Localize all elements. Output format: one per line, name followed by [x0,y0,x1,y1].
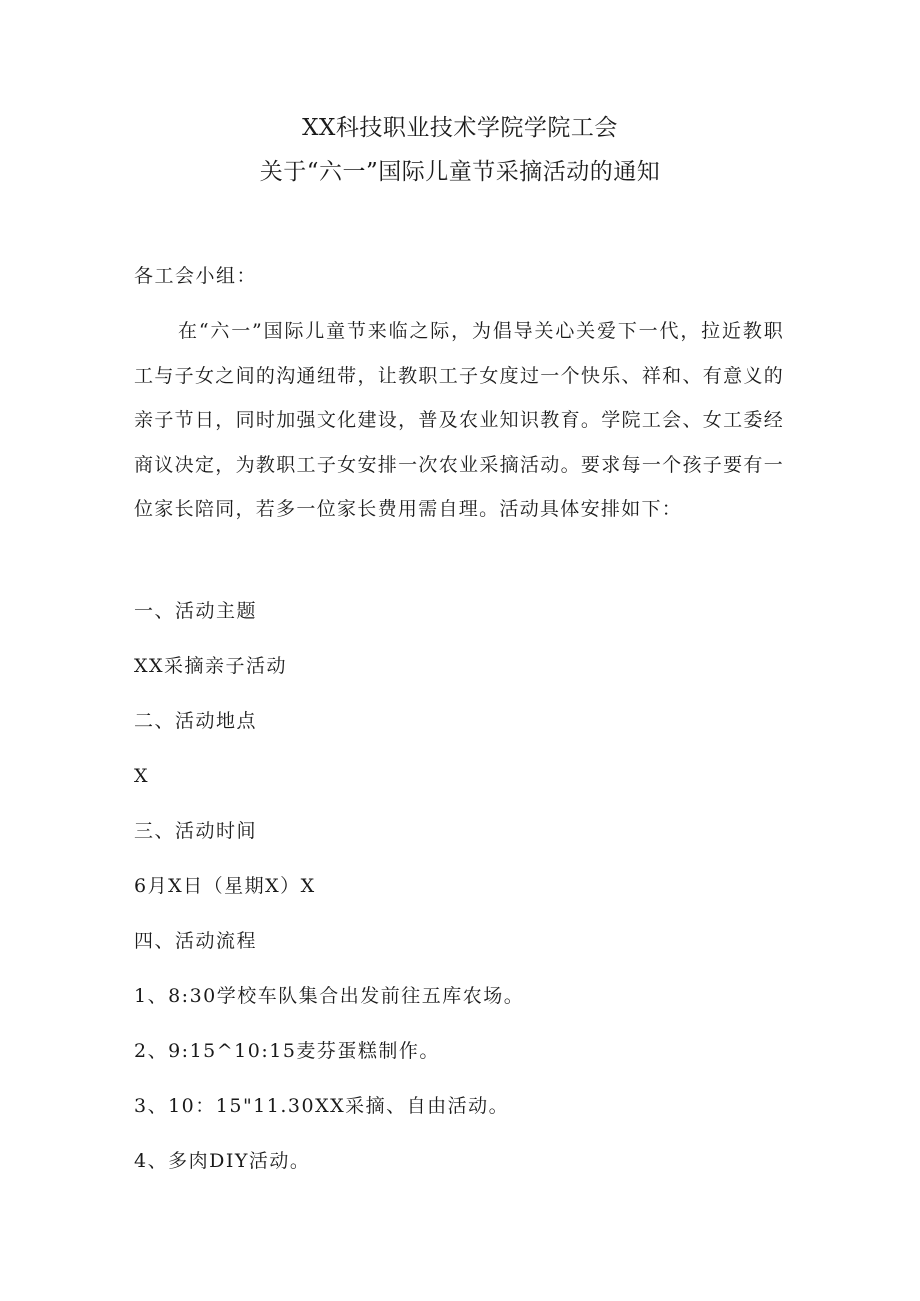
section-heading-location: 二、活动地点 [134,710,258,732]
document-title-line1: XX科技职业技术学院学院工会 [302,115,618,141]
schedule-item: 4、多肉DIY活动。 [134,1150,311,1172]
section-heading-theme: 一、活动主题 [134,600,258,622]
section-content-time: 6月X日（星期X）X [134,875,316,897]
intro-paragraph: 在“六一”国际儿童节来临之际，为倡导关心关爱下一代，拉近教职工与子女之间的沟通纽带，让教职工子女度过一个快乐、祥和、有意义的亲子节日，同时加强文化建设，普及农业知识教育。学院工会、女工委经商议决定，为教职工子女安排一次农业采摘活动。要求每一个孩子要有一位家长陪同，若多一位家长费用需自理。活动具体安排如下： [134,320,784,521]
schedule-item: 2、9:15^10:15麦芬蛋糕制作。 [134,1040,440,1062]
salutation: 各工会小组： [134,265,258,287]
section-heading-time: 三、活动时间 [134,820,258,842]
section-content-theme: XX采摘亲子活动 [134,655,288,677]
schedule-item: 3、10：15"11.30XX采摘、自由活动。 [134,1095,510,1117]
document-title-line2: 关于“六一”国际儿童节采摘活动的通知 [259,159,661,185]
section-content-location: X [134,765,150,787]
schedule-item: 1、8:30学校车队集合出发前往五库农场。 [134,985,525,1007]
section-heading-process: 四、活动流程 [134,930,258,952]
